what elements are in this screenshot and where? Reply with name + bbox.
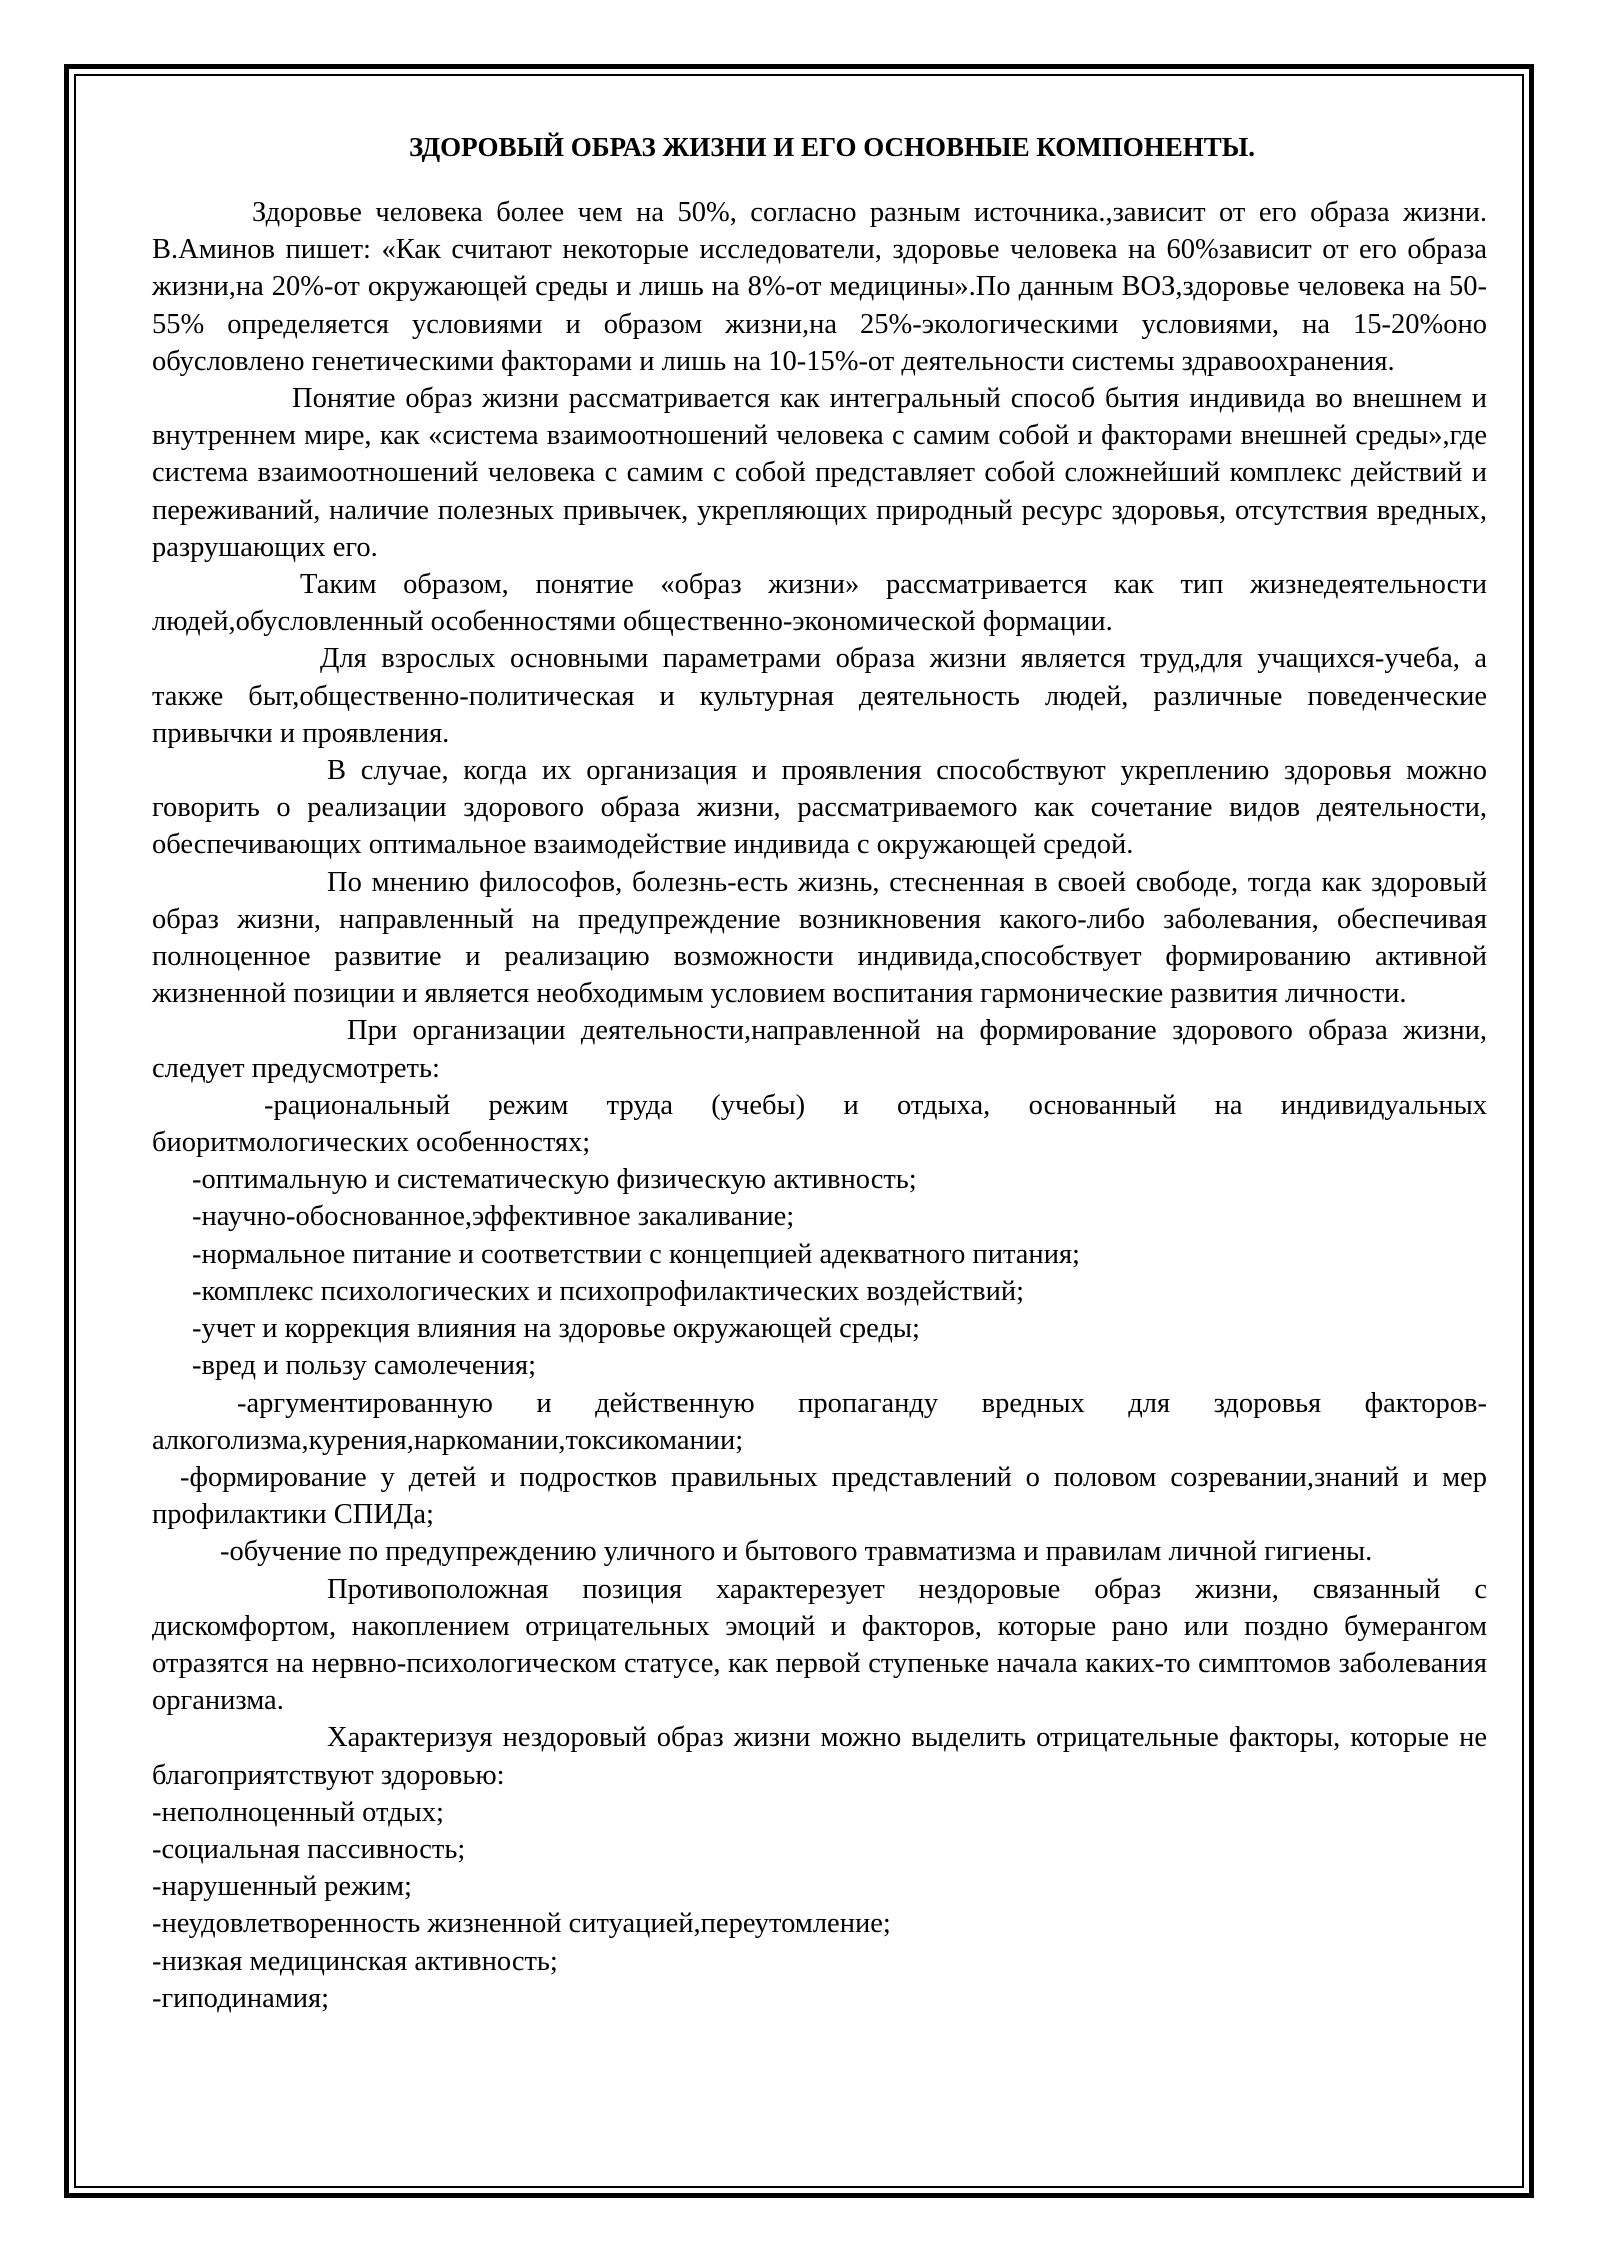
paragraph: Понятие образ жизни рассматривается как интегральный способ бытия индивида во внешнем и внутреннем мире, как «система взаимоотношений человека с самим собой и факторами внешней среды»,где система взаимоотношений человека с самим с собой представляет собой сложнейший комплекс действий и переживаний, наличие полезных привычек, укрепляющих природный ресурс здоровья, отсутствия вредных, разрушающих его. — [152, 383, 1487, 563]
list-item: -социальная пассивность; — [152, 1833, 466, 1865]
list-item: -оптимальную и систематическую физическую активность; — [192, 1164, 917, 1196]
list-item: -неполноценный отдых; — [152, 1796, 444, 1828]
list-item: -аргументированную и действенную пропаганду вредных для здоровья факторов-алкоголизма,курения,наркомании,токсикомании; — [152, 1387, 1487, 1456]
paragraph: В случае, когда их организация и проявления способствуют укреплению здоровья можно говорить о реализации здорового образа жизни, рассматриваемого как сочетание видов деятельности, обеспечивающих оптимальное взаимодействие индивида с окружающей средой. — [152, 755, 1487, 861]
paragraph: Таким образом, понятие «образ жизни» рассматривается как тип жизнедеятельности людей,обусловленный особенностями общественно-экономической формации. — [152, 569, 1487, 638]
list-item: -учет и коррекция влияния на здоровье окружающей среды; — [192, 1313, 920, 1345]
list-item: -комплекс психологических и психопрофилактических воздействий; — [192, 1275, 1025, 1307]
document-title: ЗДОРОВЫЙ ОБРАЗ ЖИЗНИ И ЕГО ОСНОВНЫЕ КОМПОНЕНТЫ. — [408, 132, 1256, 162]
list-item: -обучение по предупреждению уличного и бытового травматизма и правилам личной гигиены. — [220, 1536, 1373, 1568]
paragraph: При организации деятельности,направленной на формирование здорового образа жизни, следует предусмотреть: — [152, 1015, 1487, 1084]
list-item: -рациональный режим труда (учебы) и отдыха, основанный на индивидуальных биоритмологических особенностях; — [152, 1089, 1487, 1159]
list-item: -низкая медицинская активность; — [152, 1945, 558, 1977]
list-item: -нарушенный режим; — [152, 1871, 412, 1903]
list-item: -вред и пользу самолечения; — [192, 1350, 537, 1382]
list-item: -нормальное питание и соответствии с концепцией адекватного питания; — [192, 1238, 1080, 1270]
paragraph: Характеризуя нездоровый образ жизни можно выделить отрицательные факторы, которые не благоприятствуют здоровью: — [152, 1722, 1487, 1791]
paragraph: Здоровье человека более чем на 50%, согласно разным источника.,зависит от его образа жизни. В.Аминов пишет: «Как считают некоторые исследователи, здоровье человека на 60%зависит от его образа жизни,на 20%-от окружающей среды и лишь на 8%-от медицины».По данным ВОЗ,здоровье человека на 50-55% определяется условиями и образом жизни,на 25%-экологическими условиями, на 15-20%оно обусловлено генетическими факторами и лишь на 10-15%-от деятельности системы здравоохранения. — [152, 197, 1487, 377]
paragraph: Для взрослых основными параметрами образа жизни является труд,для учащихся-учеба, а также быт,общественно-политическая и культурная деятельность людей, различные поведенческие привычки и проявления. — [152, 643, 1487, 749]
document-body — [152, 130, 1487, 2017]
list-item: -формирование у детей и подростков правильных представлений о половом созревании,знаний и мер профилактики СПИДа; — [152, 1461, 1487, 1531]
list-item: -научно-обоснованное,эффективное закаливание; — [192, 1201, 795, 1233]
paragraph: По мнению философов, болезнь-есть жизнь, стесненная в своей свободе, тогда как здоровый образ жизни, направленный на предупреждение возникновения какого-либо заболевания, обеспечивая полноценное развитие и реализацию возможности индивида,способствует формированию активной жизненной позиции и является необходимым условием воспитания гармонические развития личности. — [152, 866, 1487, 1010]
list-item: -гиподинамия; — [152, 1982, 330, 2014]
paragraph: Противоположная позиция характерезует нездоровые образ жизни, связанный с дискомфортом, накоплением отрицательных эмоций и факторов, которые рано или поздно бумерангом отразятся на нервно-психологическом статусе, как первой ступеньке начала каких-то симптомов заболевания организма. — [152, 1573, 1487, 1717]
list-item: -неудовлетворенность жизненной ситуацией,переутомление; — [152, 1908, 891, 1940]
